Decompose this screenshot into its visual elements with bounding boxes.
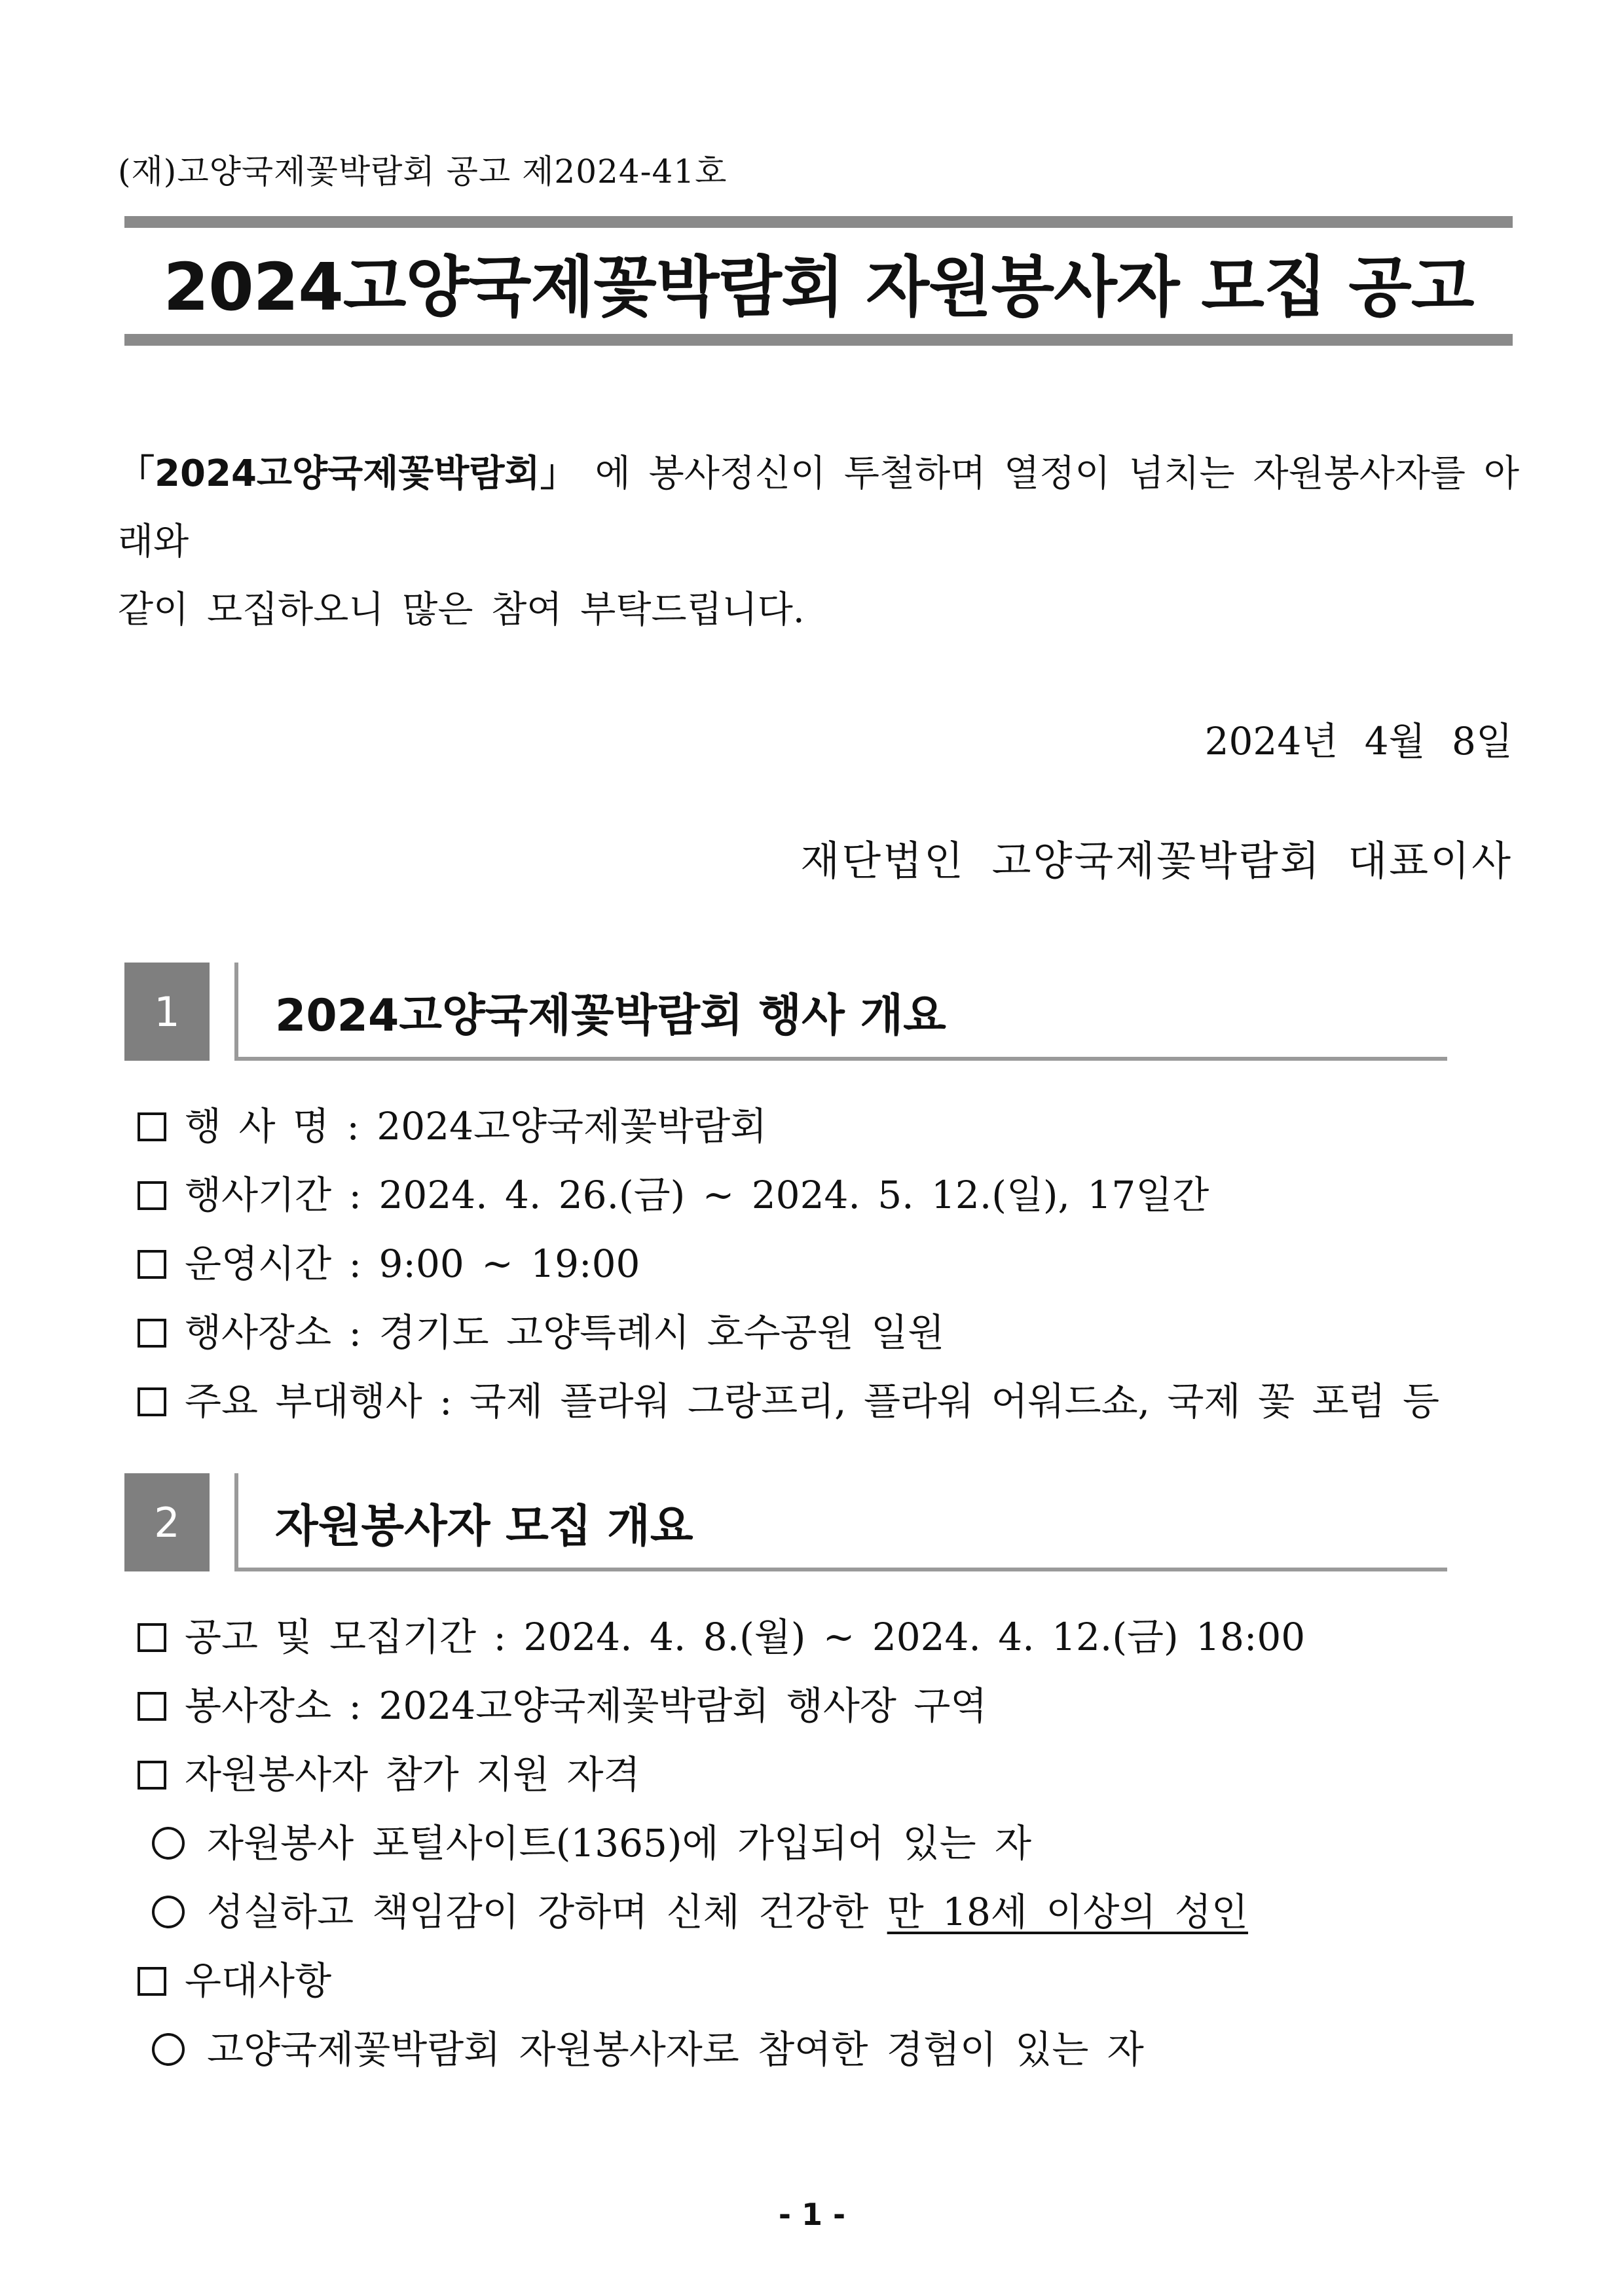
list-item — [138, 1744, 640, 1799]
document-title: 2024고양국제꽃박람회 자원봉사자 모집 공고 — [163, 249, 1474, 325]
title-bottom-rule — [124, 334, 1513, 346]
issuer: 재단법인 고양국제꽃박람회 대표이사 — [800, 837, 1513, 885]
section-title: 2024고양국제꽃박람회 행사 개요 — [275, 989, 946, 1042]
announcement-date: 2024년 4월 8일 — [1204, 719, 1513, 763]
square-bullet-icon — [138, 1692, 166, 1721]
item-text: 우대사항 — [185, 1958, 332, 2003]
section-divider — [234, 1473, 238, 1571]
list-item — [138, 1606, 1305, 1661]
circle-bullet-icon — [152, 2033, 185, 2066]
list-item — [138, 1302, 944, 1357]
intro-text-line2: 같이 모집하오니 많은 참여 부탁드립니다. — [118, 589, 805, 631]
square-bullet-icon — [138, 1112, 166, 1141]
list-item — [138, 1164, 1209, 1219]
section-number: 1 — [124, 963, 210, 1061]
square-bullet-icon — [138, 1250, 166, 1279]
title-top-rule — [124, 216, 1513, 228]
item-text: 행사기간 : 2024. 4. 26.(금) ~ 2024. 5. 12.(일), 17일간 — [185, 1173, 1209, 1217]
list-item — [138, 1950, 331, 2005]
sub-list-item — [152, 1881, 1248, 1936]
age-requirement-emphasis: 만 18세 이상의 성인 — [887, 1890, 1248, 1934]
sub-item-text: 성실하고 책임감이 강하며 신체 건강한 — [207, 1890, 887, 1934]
square-bullet-icon — [138, 1967, 166, 1996]
square-bullet-icon — [138, 1761, 166, 1790]
section-title: 자원봉사자 모집 개요 — [275, 1500, 693, 1552]
intro-text-line1: 에 봉사정신이 투철하며 열정이 넘치는 자원봉사자를 아래와 — [118, 452, 1519, 563]
item-text: 행 사 명 : 2024고양국제꽃박람회 — [185, 1104, 767, 1148]
sub-list-item — [152, 1812, 1031, 1867]
intro-paragraph — [118, 440, 1519, 644]
square-bullet-icon — [138, 1623, 166, 1652]
item-text: 행사장소 : 경기도 고양특례시 호수공원 일원 — [185, 1310, 945, 1355]
page-number: - 1 - — [778, 2197, 846, 2232]
intro-event-name: 「2024고양국제꽃박람회」 — [118, 452, 577, 495]
section-divider — [234, 963, 238, 1061]
square-bullet-icon — [138, 1387, 166, 1416]
list-item — [138, 1370, 1439, 1425]
circle-bullet-icon — [152, 1827, 185, 1860]
square-bullet-icon — [138, 1319, 166, 1348]
item-text: 운영시간 : 9:00 ~ 19:00 — [185, 1241, 640, 1286]
list-item — [138, 1095, 767, 1150]
list-item — [138, 1233, 640, 1288]
notice-number: (재)고양국제꽃박람회 공고 제2024-41호 — [118, 153, 728, 191]
sub-item-text: 자원봉사 포털사이트(1365)에 가입되어 있는 자 — [207, 1821, 1032, 1865]
item-text: 주요 부대행사 : 국제 플라워 그랑프리, 플라워 어워드쇼, 국제 꽃 포럼 등 — [185, 1379, 1440, 1423]
section-2-header — [124, 1473, 1447, 1571]
sub-item-text: 고양국제꽃박람회 자원봉사자로 참여한 경험이 있는 자 — [207, 2027, 1144, 2072]
list-item — [138, 1675, 987, 1730]
square-bullet-icon — [138, 1181, 166, 1210]
item-text: 자원봉사자 참가 지원 자격 — [185, 1752, 640, 1797]
section-number: 2 — [124, 1473, 210, 1571]
item-text: 봉사장소 : 2024고양국제꽃박람회 행사장 구역 — [185, 1683, 987, 1728]
circle-bullet-icon — [152, 1896, 185, 1928]
sub-list-item — [152, 2019, 1144, 2074]
item-text: 공고 및 모집기간 : 2024. 4. 8.(월) ~ 2024. 4. 12.(금) 18:00 — [185, 1615, 1306, 1659]
section-1-header — [124, 963, 1447, 1061]
